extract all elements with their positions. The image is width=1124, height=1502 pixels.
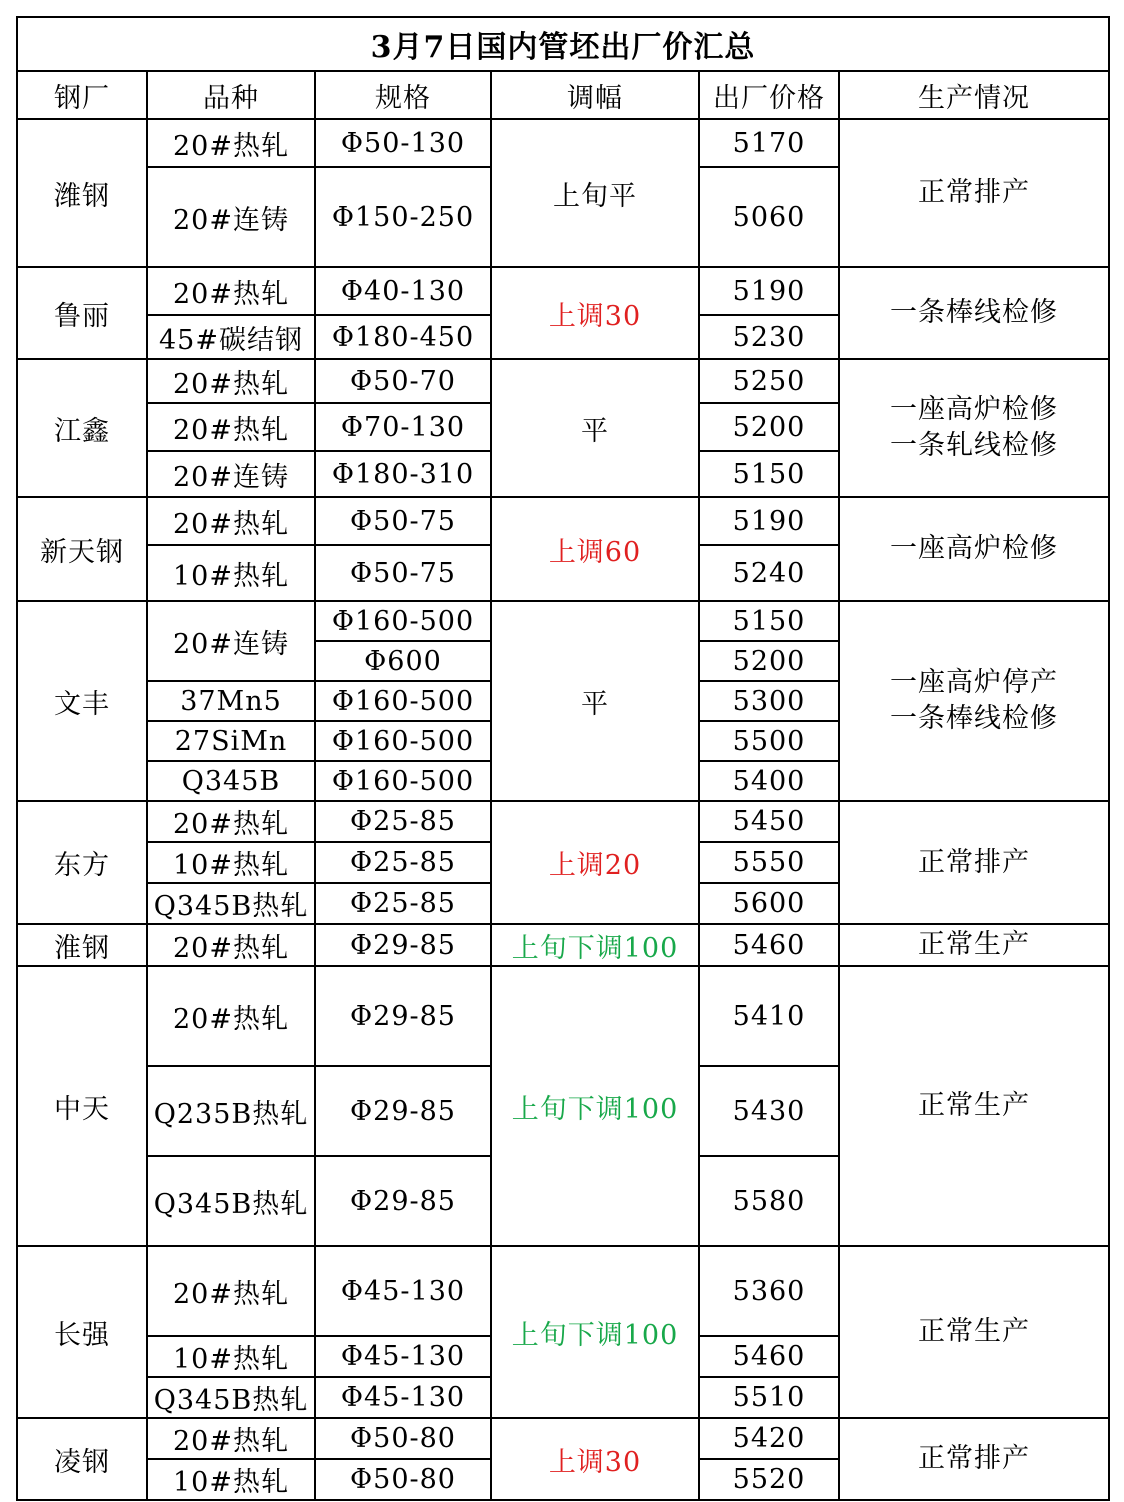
column-header-mill: 钢厂 bbox=[17, 71, 147, 119]
table-row bbox=[17, 359, 1109, 403]
table-row bbox=[17, 1418, 1109, 1459]
column-header-status: 生产情况 bbox=[839, 71, 1109, 119]
mill-name: 新天钢 bbox=[17, 497, 147, 601]
spec-cell: Φ45-130 bbox=[315, 1336, 491, 1377]
spec-cell: Φ29-85 bbox=[315, 966, 491, 1066]
grade-cell: 20#连铸 bbox=[147, 601, 315, 681]
table-row bbox=[17, 1246, 1109, 1336]
price-change-cell: 上调60 bbox=[491, 497, 699, 601]
table-row bbox=[17, 497, 1109, 545]
spec-cell: Φ29-85 bbox=[315, 924, 491, 966]
spec-cell: Φ70-130 bbox=[315, 403, 491, 451]
spec-cell: Φ160-500 bbox=[315, 601, 491, 641]
column-header-change: 调幅 bbox=[491, 71, 699, 119]
grade-cell: 20#热轧 bbox=[147, 1418, 315, 1459]
spec-cell: Φ40-130 bbox=[315, 267, 491, 315]
grade-cell: 20#热轧 bbox=[147, 966, 315, 1066]
mill-name: 东方 bbox=[17, 801, 147, 924]
spec-cell: Φ160-500 bbox=[315, 681, 491, 721]
price-cell: 5190 bbox=[699, 497, 839, 545]
price-cell: 5240 bbox=[699, 545, 839, 601]
price-cell: 5190 bbox=[699, 267, 839, 315]
price-cell: 5580 bbox=[699, 1156, 839, 1246]
price-cell: 5150 bbox=[699, 601, 839, 641]
grade-cell: 20#热轧 bbox=[147, 403, 315, 451]
spec-cell: Φ50-80 bbox=[315, 1418, 491, 1459]
production-status-cell bbox=[839, 601, 1109, 801]
column-header-spec: 规格 bbox=[315, 71, 491, 119]
price-change-cell: 平 bbox=[491, 601, 699, 801]
status-line: 正常生产 bbox=[918, 929, 1031, 960]
price-cell: 5230 bbox=[699, 315, 839, 359]
grade-cell: Q345B热轧 bbox=[147, 883, 315, 924]
spec-cell: Φ50-70 bbox=[315, 359, 491, 403]
price-cell: 5200 bbox=[699, 641, 839, 681]
mill-name: 长强 bbox=[17, 1246, 147, 1418]
table-row bbox=[17, 267, 1109, 315]
status-line: 一座高炉停产 bbox=[890, 667, 1059, 698]
price-cell: 5460 bbox=[699, 1336, 839, 1377]
grade-cell: 20#热轧 bbox=[147, 119, 315, 167]
table-row bbox=[17, 601, 1109, 641]
grade-cell: 20#热轧 bbox=[147, 1246, 315, 1336]
grade-cell: Q345B热轧 bbox=[147, 1156, 315, 1246]
table-row bbox=[17, 119, 1109, 167]
price-cell: 5170 bbox=[699, 119, 839, 167]
grade-cell: 20#连铸 bbox=[147, 451, 315, 497]
production-status-cell bbox=[839, 1246, 1109, 1418]
table-title: 3月7日国内管坯出厂价汇总 bbox=[17, 17, 1109, 71]
status-line: 一条棒线检修 bbox=[890, 703, 1059, 734]
price-cell: 5300 bbox=[699, 681, 839, 721]
table-row bbox=[17, 966, 1109, 1066]
grade-cell: 20#热轧 bbox=[147, 267, 315, 315]
production-status-cell bbox=[839, 119, 1109, 267]
spec-cell: Φ45-130 bbox=[315, 1246, 491, 1336]
status-line: 正常生产 bbox=[918, 1316, 1031, 1347]
price-cell: 5460 bbox=[699, 924, 839, 966]
mill-name: 文丰 bbox=[17, 601, 147, 801]
price-cell: 5600 bbox=[699, 883, 839, 924]
production-status-cell bbox=[839, 267, 1109, 359]
price-cell: 5400 bbox=[699, 761, 839, 801]
status-line: 一座高炉检修 bbox=[890, 533, 1059, 564]
spec-cell: Φ29-85 bbox=[315, 1066, 491, 1156]
grade-cell: 20#热轧 bbox=[147, 924, 315, 966]
spec-cell: Φ50-75 bbox=[315, 545, 491, 601]
status-line: 一条棒线检修 bbox=[890, 297, 1059, 328]
spec-cell: Φ150-250 bbox=[315, 167, 491, 267]
production-status-cell bbox=[839, 966, 1109, 1246]
status-line: 正常排产 bbox=[918, 846, 1031, 878]
mill-name: 江鑫 bbox=[17, 359, 147, 497]
price-cell: 5430 bbox=[699, 1066, 839, 1156]
price-cell: 5450 bbox=[699, 801, 839, 842]
spec-cell: Φ50-130 bbox=[315, 119, 491, 167]
spec-cell: Φ29-85 bbox=[315, 1156, 491, 1246]
grade-cell: 20#连铸 bbox=[147, 167, 315, 267]
price-change-cell: 上旬下调100 bbox=[491, 924, 699, 966]
production-status-cell bbox=[839, 801, 1109, 924]
spec-cell: Φ600 bbox=[315, 641, 491, 681]
production-status-cell bbox=[839, 924, 1109, 966]
spec-cell: Φ50-75 bbox=[315, 497, 491, 545]
grade-cell: 10#热轧 bbox=[147, 1336, 315, 1377]
price-change-cell: 上旬下调100 bbox=[491, 966, 699, 1246]
grade-cell: 10#热轧 bbox=[147, 842, 315, 883]
grade-cell: Q235B热轧 bbox=[147, 1066, 315, 1156]
mill-name: 潍钢 bbox=[17, 119, 147, 267]
spec-cell: Φ25-85 bbox=[315, 801, 491, 842]
price-cell: 5410 bbox=[699, 966, 839, 1066]
grade-cell: 45#碳结钢 bbox=[147, 315, 315, 359]
production-status-cell bbox=[839, 497, 1109, 601]
price-cell: 5520 bbox=[699, 1459, 839, 1500]
column-header-grade: 品种 bbox=[147, 71, 315, 119]
price-change-cell: 上调30 bbox=[491, 1418, 699, 1500]
spec-cell: Φ25-85 bbox=[315, 842, 491, 883]
mill-name: 淮钢 bbox=[17, 924, 147, 966]
grade-cell: 37Mn5 bbox=[147, 681, 315, 721]
price-cell: 5510 bbox=[699, 1377, 839, 1418]
grade-cell: 27SiMn bbox=[147, 721, 315, 761]
status-line: 一条轧线检修 bbox=[890, 430, 1059, 461]
mill-name: 中天 bbox=[17, 966, 147, 1246]
mill-name: 凌钢 bbox=[17, 1418, 147, 1500]
grade-cell: Q345B bbox=[147, 761, 315, 801]
spec-cell: Φ160-500 bbox=[315, 761, 491, 801]
production-status-cell bbox=[839, 359, 1109, 497]
price-cell: 5150 bbox=[699, 451, 839, 497]
grade-cell: 20#热轧 bbox=[147, 359, 315, 403]
grade-cell: 10#热轧 bbox=[147, 545, 315, 601]
price-cell: 5250 bbox=[699, 359, 839, 403]
price-cell: 5360 bbox=[699, 1246, 839, 1336]
price-summary-table bbox=[16, 16, 1110, 1501]
spec-cell: Φ50-80 bbox=[315, 1459, 491, 1500]
price-change-cell: 上旬平 bbox=[491, 119, 699, 267]
price-cell: 5420 bbox=[699, 1418, 839, 1459]
production-status-cell bbox=[839, 1418, 1109, 1500]
spec-cell: Φ45-130 bbox=[315, 1377, 491, 1418]
grade-cell: 20#热轧 bbox=[147, 497, 315, 545]
spec-cell: Φ25-85 bbox=[315, 883, 491, 924]
status-line: 正常生产 bbox=[918, 1090, 1031, 1121]
spec-cell: Φ180-310 bbox=[315, 451, 491, 497]
table-row bbox=[17, 801, 1109, 842]
table-row bbox=[17, 924, 1109, 966]
price-cell: 5550 bbox=[699, 842, 839, 883]
price-change-cell: 上调20 bbox=[491, 801, 699, 924]
mill-name: 鲁丽 bbox=[17, 267, 147, 359]
spec-cell: Φ180-450 bbox=[315, 315, 491, 359]
price-change-cell: 平 bbox=[491, 359, 699, 497]
price-change-cell: 上调30 bbox=[491, 267, 699, 359]
grade-cell: Q345B热轧 bbox=[147, 1377, 315, 1418]
price-cell: 5200 bbox=[699, 403, 839, 451]
price-change-cell: 上旬下调100 bbox=[491, 1246, 699, 1418]
spec-cell: Φ160-500 bbox=[315, 721, 491, 761]
grade-cell: 20#热轧 bbox=[147, 801, 315, 842]
status-line: 正常排产 bbox=[918, 177, 1031, 208]
price-cell: 5500 bbox=[699, 721, 839, 761]
price-cell: 5060 bbox=[699, 167, 839, 267]
table-body bbox=[17, 119, 1109, 1500]
status-line: 正常排产 bbox=[918, 1443, 1031, 1474]
status-line: 一座高炉检修 bbox=[890, 394, 1059, 425]
grade-cell: 10#热轧 bbox=[147, 1459, 315, 1500]
column-header-price: 出厂价格 bbox=[699, 71, 839, 119]
